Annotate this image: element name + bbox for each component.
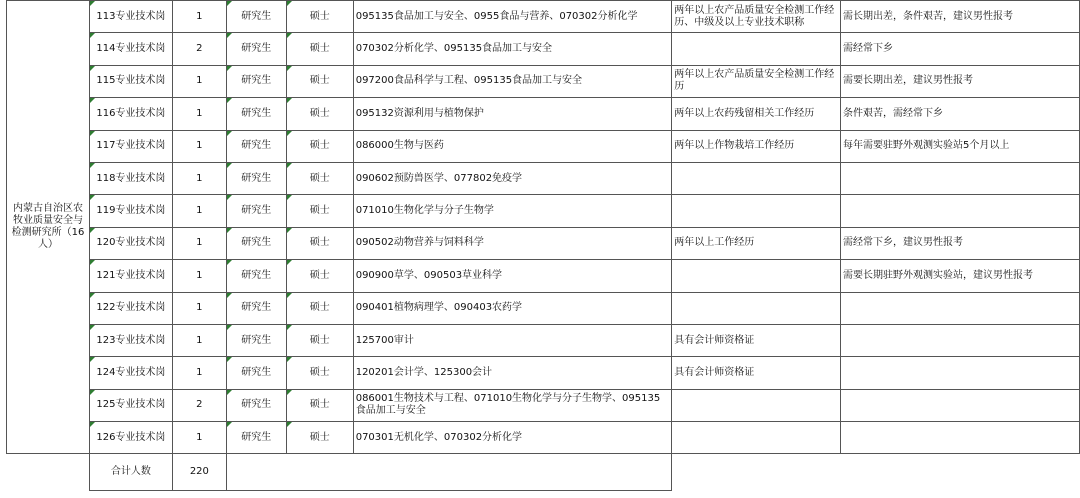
major-cell: 086000生物与医药 (353, 130, 672, 162)
count-cell: 1 (172, 130, 226, 162)
experience-cell (672, 389, 841, 421)
count-cell: 1 (172, 162, 226, 194)
degree-cell: 硕士 (286, 162, 353, 194)
count-cell: 1 (172, 1, 226, 33)
note-cell (841, 357, 1080, 389)
degree-cell: 硕士 (286, 33, 353, 65)
major-cell: 090502动物营养与饲料科学 (353, 227, 672, 259)
count-cell: 1 (172, 357, 226, 389)
experience-cell: 具有会计师资格证 (672, 324, 841, 356)
table-row (7, 422, 1080, 454)
note-cell: 需要长期出差，建议男性报考 (841, 65, 1080, 97)
education-cell: 研究生 (226, 389, 286, 421)
major-cell: 090900草学、090503草业科学 (353, 260, 672, 292)
total-row (7, 454, 1080, 491)
experience-cell (672, 292, 841, 324)
major-cell: 095132资源利用与植物保护 (353, 98, 672, 130)
table-row (7, 357, 1080, 389)
degree-cell: 硕士 (286, 324, 353, 356)
education-cell: 研究生 (226, 357, 286, 389)
experience-cell (672, 422, 841, 454)
note-cell (841, 195, 1080, 227)
experience-cell: 两年以上农产品质量安全检测工作经历 (672, 65, 841, 97)
table-row (7, 65, 1080, 97)
post-cell: 123专业技术岗 (89, 324, 172, 356)
degree-cell: 硕士 (286, 422, 353, 454)
post-cell: 115专业技术岗 (89, 65, 172, 97)
experience-cell: 两年以上作物栽培工作经历 (672, 130, 841, 162)
major-cell: 097200食品科学与工程、095135食品加工与安全 (353, 65, 672, 97)
major-cell: 090602预防兽医学、077802免疫学 (353, 162, 672, 194)
unit-name-cell: 内蒙古自治区农牧业质量安全与检测研究所（16人） (7, 1, 90, 454)
total-label: 合计人数 (89, 454, 172, 491)
experience-cell: 具有会计师资格证 (672, 357, 841, 389)
table-row (7, 292, 1080, 324)
count-cell: 2 (172, 33, 226, 65)
post-cell: 117专业技术岗 (89, 130, 172, 162)
post-cell: 119专业技术岗 (89, 195, 172, 227)
table-row (7, 227, 1080, 259)
major-cell: 095135食品加工与安全、0955食品与营养、070302分析化学 (353, 1, 672, 33)
experience-cell: 两年以上农产品质量安全检测工作经历、中级及以上专业技术职称 (672, 1, 841, 33)
count-cell: 1 (172, 260, 226, 292)
post-cell: 124专业技术岗 (89, 357, 172, 389)
note-cell (841, 422, 1080, 454)
table-row (7, 98, 1080, 130)
experience-cell: 两年以上农药残留相关工作经历 (672, 98, 841, 130)
degree-cell: 硕士 (286, 65, 353, 97)
degree-cell: 硕士 (286, 389, 353, 421)
education-cell: 研究生 (226, 422, 286, 454)
count-cell: 1 (172, 227, 226, 259)
note-cell: 需要长期驻野外观测实验站，建议男性报考 (841, 260, 1080, 292)
note-cell: 每年需要驻野外观测实验站5个月以上 (841, 130, 1080, 162)
table-row (7, 260, 1080, 292)
table-row (7, 1, 1080, 33)
post-cell: 126专业技术岗 (89, 422, 172, 454)
note-cell: 需长期出差，条件艰苦，建议男性报考 (841, 1, 1080, 33)
table-row (7, 33, 1080, 65)
major-cell: 090401植物病理学、090403农药学 (353, 292, 672, 324)
education-cell: 研究生 (226, 260, 286, 292)
degree-cell: 硕士 (286, 98, 353, 130)
note-cell (841, 162, 1080, 194)
education-cell: 研究生 (226, 292, 286, 324)
post-cell: 120专业技术岗 (89, 227, 172, 259)
education-cell: 研究生 (226, 65, 286, 97)
education-cell: 研究生 (226, 162, 286, 194)
major-cell: 070302分析化学、095135食品加工与安全 (353, 33, 672, 65)
post-cell: 125专业技术岗 (89, 389, 172, 421)
degree-cell: 硕士 (286, 227, 353, 259)
note-cell: 需经常下乡 (841, 33, 1080, 65)
education-cell: 研究生 (226, 130, 286, 162)
count-cell: 1 (172, 324, 226, 356)
major-cell: 086001生物技术与工程、071010生物化学与分子生物学、095135食品加工与安全 (353, 389, 672, 421)
education-cell: 研究生 (226, 98, 286, 130)
major-cell: 125700审计 (353, 324, 672, 356)
count-cell: 1 (172, 98, 226, 130)
experience-cell: 两年以上工作经历 (672, 227, 841, 259)
count-cell: 2 (172, 389, 226, 421)
education-cell: 研究生 (226, 1, 286, 33)
post-cell: 118专业技术岗 (89, 162, 172, 194)
experience-cell (672, 33, 841, 65)
table-row (7, 324, 1080, 356)
table-row (7, 195, 1080, 227)
note-cell (841, 324, 1080, 356)
experience-cell (672, 260, 841, 292)
education-cell: 研究生 (226, 227, 286, 259)
table-row (7, 130, 1080, 162)
education-cell: 研究生 (226, 195, 286, 227)
experience-cell (672, 162, 841, 194)
note-cell: 条件艰苦，需经常下乡 (841, 98, 1080, 130)
note-cell (841, 292, 1080, 324)
count-cell: 1 (172, 65, 226, 97)
table-row (7, 162, 1080, 194)
post-cell: 114专业技术岗 (89, 33, 172, 65)
major-cell: 120201会计学、125300会计 (353, 357, 672, 389)
post-cell: 116专业技术岗 (89, 98, 172, 130)
note-cell: 需经常下乡，建议男性报考 (841, 227, 1080, 259)
education-cell: 研究生 (226, 33, 286, 65)
recruitment-table (6, 0, 1080, 491)
count-cell: 1 (172, 195, 226, 227)
degree-cell: 硕士 (286, 130, 353, 162)
degree-cell: 硕士 (286, 260, 353, 292)
degree-cell: 硕士 (286, 357, 353, 389)
degree-cell: 硕士 (286, 1, 353, 33)
outside-cell (672, 454, 1080, 491)
degree-cell: 硕士 (286, 292, 353, 324)
experience-cell (672, 195, 841, 227)
total-value: 220 (172, 454, 226, 491)
post-cell: 113专业技术岗 (89, 1, 172, 33)
table-row (7, 389, 1080, 421)
post-cell: 122专业技术岗 (89, 292, 172, 324)
degree-cell: 硕士 (286, 195, 353, 227)
blank-cell (7, 454, 90, 491)
note-cell (841, 389, 1080, 421)
major-cell: 070301无机化学、070302分析化学 (353, 422, 672, 454)
total-empty-cell (226, 454, 671, 491)
post-cell: 121专业技术岗 (89, 260, 172, 292)
major-cell: 071010生物化学与分子生物学 (353, 195, 672, 227)
education-cell: 研究生 (226, 324, 286, 356)
count-cell: 1 (172, 292, 226, 324)
count-cell: 1 (172, 422, 226, 454)
